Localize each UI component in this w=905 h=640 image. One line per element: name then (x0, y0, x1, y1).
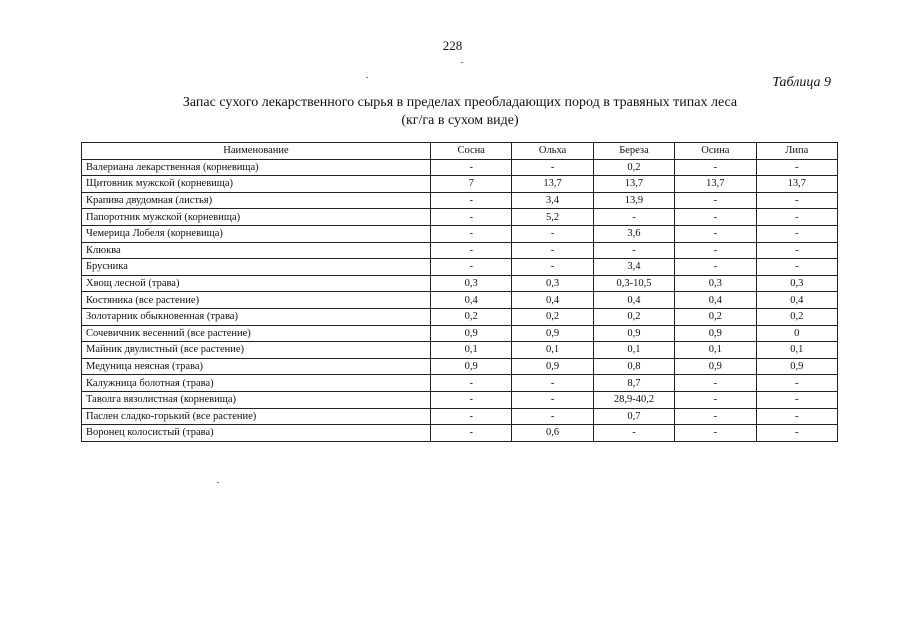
cell-name: Воронец колосистый (трава) (82, 425, 431, 442)
cell-lipa: - (756, 375, 837, 392)
cell-sosna: - (431, 159, 512, 176)
cell-sosna: 0,9 (431, 358, 512, 375)
table-row (82, 375, 838, 392)
cell-lipa: 0,4 (756, 292, 837, 309)
table-row (82, 308, 838, 325)
cell-olkha: 13,7 (512, 176, 593, 193)
cell-lipa: - (756, 159, 837, 176)
cell-osina: 13,7 (675, 176, 756, 193)
cell-lipa: - (756, 425, 837, 442)
cell-osina: - (675, 375, 756, 392)
cell-olkha: 0,4 (512, 292, 593, 309)
cell-sosna: - (431, 425, 512, 442)
cell-sosna: - (431, 259, 512, 276)
cell-bereza: 0,2 (593, 308, 674, 325)
cell-bereza: 0,1 (593, 342, 674, 359)
table-row (82, 209, 838, 226)
cell-lipa: 13,7 (756, 176, 837, 193)
cell-name: Крапива двудомная (листья) (82, 192, 431, 209)
cell-bereza: 0,7 (593, 408, 674, 425)
cell-lipa: - (756, 225, 837, 242)
cell-lipa: - (756, 192, 837, 209)
table-row (82, 192, 838, 209)
cell-olkha: - (512, 225, 593, 242)
cell-bereza: 13,7 (593, 176, 674, 193)
header-name: Наименование (82, 143, 431, 160)
cell-olkha: 0,9 (512, 358, 593, 375)
cell-bereza: 0,2 (593, 159, 674, 176)
cell-name: Золотарник обыкновенная (трава) (82, 308, 431, 325)
cell-lipa: 0,1 (756, 342, 837, 359)
cell-bereza: - (593, 242, 674, 259)
cell-olkha: 0,1 (512, 342, 593, 359)
cell-lipa: 0 (756, 325, 837, 342)
cell-bereza: 3,4 (593, 259, 674, 276)
cell-osina: - (675, 408, 756, 425)
cell-osina: 0,3 (675, 275, 756, 292)
cell-lipa: 0,2 (756, 308, 837, 325)
cell-bereza: 0,3-10,5 (593, 275, 674, 292)
table-row (82, 259, 838, 276)
cell-olkha: 0,9 (512, 325, 593, 342)
cell-sosna: 7 (431, 176, 512, 193)
header-osina: Осина (675, 143, 756, 160)
cell-sosna: - (431, 242, 512, 259)
cell-lipa: - (756, 408, 837, 425)
table-row (82, 176, 838, 193)
cell-sosna: - (431, 408, 512, 425)
table-row (82, 358, 838, 375)
cell-name: Валериана лекарственная (корневища) (82, 159, 431, 176)
header-bereza: Береза (593, 143, 674, 160)
cell-name: Щитовник мужской (корневища) (82, 176, 431, 193)
cell-sosna: 0,4 (431, 292, 512, 309)
page-number: 228 (442, 38, 463, 53)
cell-bereza: 8,7 (593, 375, 674, 392)
cell-name: Брусника (82, 259, 431, 276)
cell-name: Хвощ лесной (трава) (82, 275, 431, 292)
scan-speck (461, 62, 463, 63)
table-label: Таблица 9 (772, 75, 831, 90)
cell-lipa: - (756, 209, 837, 226)
cell-bereza: - (593, 209, 674, 226)
title-line-2: (кг/га в сухом виде) (401, 113, 519, 128)
cell-sosna: 0,2 (431, 308, 512, 325)
cell-bereza: 0,4 (593, 292, 674, 309)
cell-osina: - (675, 159, 756, 176)
cell-osina: - (675, 209, 756, 226)
cell-name: Клюква (82, 242, 431, 259)
cell-bereza: 28,9-40,2 (593, 391, 674, 408)
cell-olkha: - (512, 375, 593, 392)
cell-lipa: - (756, 259, 837, 276)
table-row (82, 391, 838, 408)
scan-speck (366, 77, 368, 78)
cell-sosna: 0,1 (431, 342, 512, 359)
table-row (82, 275, 838, 292)
cell-bereza: - (593, 425, 674, 442)
cell-olkha: - (512, 408, 593, 425)
cell-bereza: 0,9 (593, 325, 674, 342)
cell-lipa: 0,3 (756, 275, 837, 292)
cell-sosna: - (431, 391, 512, 408)
header-olkha: Ольха (512, 143, 593, 160)
cell-osina: - (675, 225, 756, 242)
cell-olkha: 5,2 (512, 209, 593, 226)
cell-name: Паслен сладко-горький (все растение) (82, 408, 431, 425)
cell-osina: 0,4 (675, 292, 756, 309)
cell-olkha: 0,6 (512, 425, 593, 442)
cell-sosna: - (431, 375, 512, 392)
cell-name: Медуница неясная (трава) (82, 358, 431, 375)
data-table (81, 142, 838, 442)
cell-name: Папоротник мужской (корневища) (82, 209, 431, 226)
header-lipa: Липа (756, 143, 837, 160)
cell-bereza: 13,9 (593, 192, 674, 209)
table-row (82, 242, 838, 259)
cell-sosna: - (431, 192, 512, 209)
cell-osina: - (675, 192, 756, 209)
cell-bereza: 0,8 (593, 358, 674, 375)
cell-osina: 0,9 (675, 325, 756, 342)
cell-olkha: 0,3 (512, 275, 593, 292)
cell-sosna: - (431, 209, 512, 226)
cell-lipa: 0,9 (756, 358, 837, 375)
table-title (150, 94, 770, 130)
cell-bereza: 3,6 (593, 225, 674, 242)
cell-osina: - (675, 391, 756, 408)
cell-name: Майник двулистный (все растение) (82, 342, 431, 359)
cell-osina: 0,9 (675, 358, 756, 375)
title-line-1: Запас сухого лекарственного сырья в пределах преобладающих пород в травяных типах леса (182, 95, 738, 110)
cell-osina: - (675, 425, 756, 442)
table-body (82, 159, 838, 441)
cell-olkha: - (512, 159, 593, 176)
cell-name: Калужница болотная (трава) (82, 375, 431, 392)
cell-osina: - (675, 242, 756, 259)
cell-name: Чемерица Лобеля (корневища) (82, 225, 431, 242)
table-row (82, 425, 838, 442)
cell-sosna: 0,3 (431, 275, 512, 292)
cell-osina: 0,2 (675, 308, 756, 325)
table-row (82, 159, 838, 176)
cell-name: Таволга вязолистная (корневища) (82, 391, 431, 408)
table-row (82, 225, 838, 242)
cell-olkha: 3,4 (512, 192, 593, 209)
cell-osina: 0,1 (675, 342, 756, 359)
table-row (82, 325, 838, 342)
cell-name: Сочевичник весенний (все растение) (82, 325, 431, 342)
cell-name: Костяника (все растение) (82, 292, 431, 309)
header-row (82, 143, 838, 160)
cell-lipa: - (756, 242, 837, 259)
table-row (82, 342, 838, 359)
cell-sosna: - (431, 225, 512, 242)
cell-olkha: 0,2 (512, 308, 593, 325)
scan-speck (217, 482, 219, 483)
header-sosna: Сосна (431, 143, 512, 160)
cell-olkha: - (512, 391, 593, 408)
cell-lipa: - (756, 391, 837, 408)
cell-osina: - (675, 259, 756, 276)
table-row (82, 292, 838, 309)
cell-olkha: - (512, 242, 593, 259)
cell-olkha: - (512, 259, 593, 276)
cell-sosna: 0,9 (431, 325, 512, 342)
table-row (82, 408, 838, 425)
